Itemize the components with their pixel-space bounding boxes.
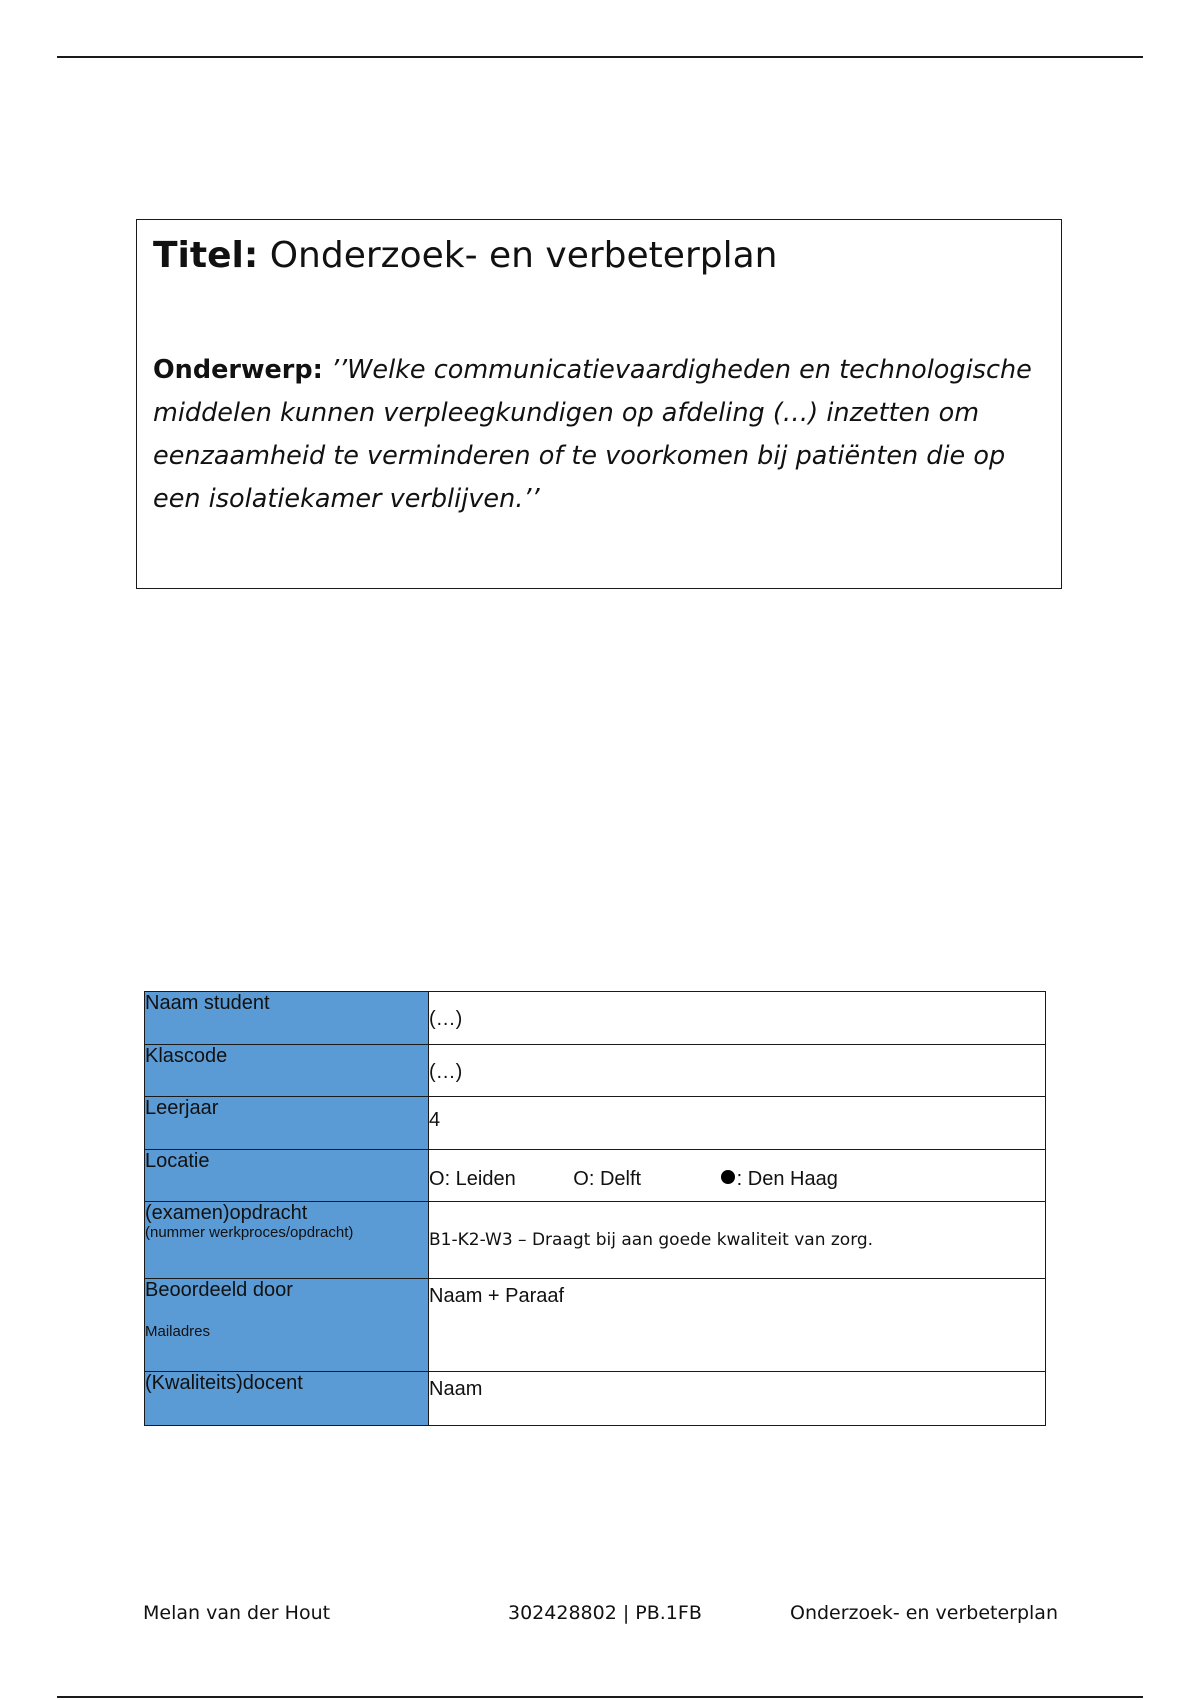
opdracht-sublabel: (nummer werkproces/opdracht) (145, 1224, 354, 1241)
footer-doc-title: Onderzoek- en verbeterplan (790, 1602, 1058, 1624)
table-row (145, 1202, 1046, 1279)
naam-student-value: (…) (429, 1008, 463, 1030)
subject-label: Onderwerp: (153, 355, 323, 385)
table-row (145, 1045, 1046, 1097)
leerjaar-value: 4 (429, 1109, 441, 1131)
locatie-label: Locatie (145, 1150, 429, 1202)
beoordeeld-value: Naam + Paraaf (429, 1285, 565, 1307)
radio-filled-icon (721, 1170, 735, 1184)
subject-text: ’’Welke communicatievaardigheden en technologische middelen kunnen verpleegkundigen op afdeling (…) inzetten om eenzaamheid te verminderen of te voorkomen bij patiënten die op een isolatiekamer verblijven.’’ (153, 355, 1032, 514)
klascode-value: (…) (429, 1061, 463, 1083)
title-box (136, 219, 1062, 589)
radio-empty-icon: O (573, 1168, 589, 1190)
docent-value: Naam (429, 1378, 483, 1400)
student-info-table (144, 991, 1046, 1426)
docent-label: (Kwaliteits)docent (145, 1372, 429, 1426)
page-title (153, 232, 1045, 280)
table-row (145, 1372, 1046, 1426)
beoordeeld-label: Beoordeeld door (145, 1279, 293, 1301)
footer-rule (57, 1696, 1143, 1698)
subject-paragraph (153, 349, 1045, 521)
table-row (145, 992, 1046, 1045)
table-row (145, 1150, 1046, 1202)
mailadres-label: Mailadres (145, 1323, 211, 1340)
radio-empty-icon: O (429, 1168, 445, 1190)
locatie-option-delft[interactable]: O: Delft (573, 1168, 642, 1190)
footer-author: Melan van der Hout (143, 1602, 331, 1624)
locatie-option-den-haag[interactable]: : Den Haag (721, 1168, 838, 1191)
locatie-option-leiden[interactable]: O: Leiden (429, 1168, 516, 1190)
opdracht-value: B1-K2-W3 – Draagt bij aan goede kwaliteit van zorg. (429, 1230, 874, 1250)
locatie-options (429, 1150, 1045, 1191)
opdracht-label: (examen)opdracht (145, 1202, 308, 1224)
leerjaar-label: Leerjaar (145, 1097, 429, 1150)
footer-id: 302428802 | PB.1FB (508, 1602, 702, 1624)
table-row (145, 1279, 1046, 1372)
title-label: Titel: (153, 235, 259, 276)
naam-student-label: Naam student (145, 992, 429, 1045)
klascode-label: Klascode (145, 1045, 429, 1097)
header-rule (57, 56, 1143, 58)
title-text: Onderzoek- en verbeterplan (269, 235, 778, 276)
table-row (145, 1097, 1046, 1150)
